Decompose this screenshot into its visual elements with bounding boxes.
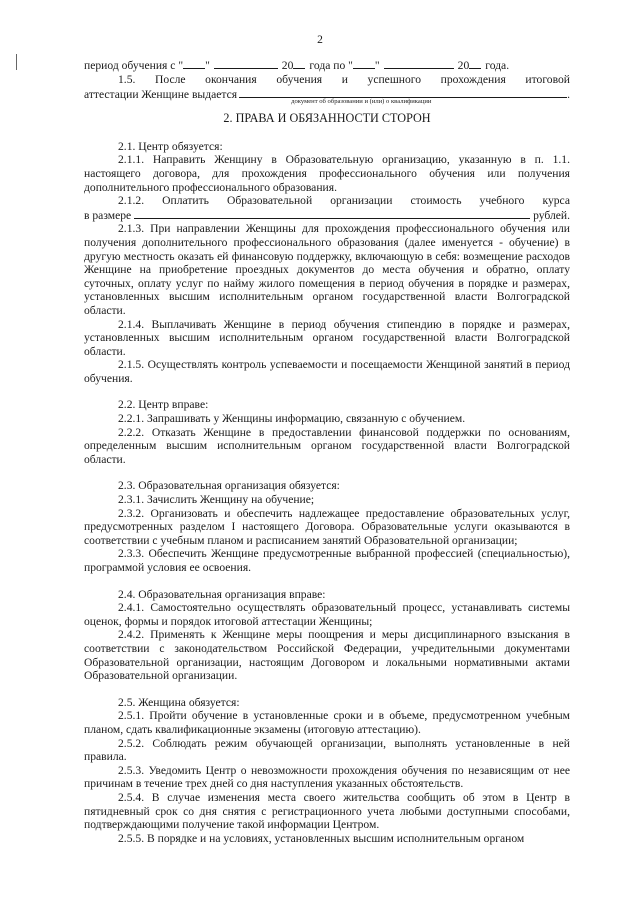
clause-2-2-1: 2.2.1. Запрашивать у Женщины информацию, связанную с обучением. — [118, 412, 466, 426]
section-title: 2. ПРАВА И ОБЯЗАННОСТИ СТОРОН — [223, 111, 431, 126]
amount-unit: рублей. — [533, 208, 570, 222]
clause-2-1-2-amount-line — [84, 208, 570, 223]
clause-2-1-2: 2.1.2. Оплатить Образовательной организации стоимость учебного курса — [118, 194, 570, 208]
clause-2-5-4: 2.5.4. В случае изменения места своего жительства сообщить об этом в Центр в пятидневный срок со дня снятия с регистрационного учета любыми доступными способами, подтверждающими получение такой информации Центром. — [84, 790, 570, 832]
day-blank-1 — [183, 58, 205, 69]
clause-2-1-5: 2.1.5. Осуществлять контроль успеваемости и посещаемости Женщиной занятий в период обучения. — [84, 358, 570, 385]
year-prefix-1: 20 — [281, 59, 294, 72]
clause-1-5-text: аттестации Женщине выдается — [84, 88, 238, 102]
month-blank-2 — [384, 58, 454, 69]
year-blank-2 — [469, 58, 481, 69]
year-prefix-2: 20 — [457, 59, 470, 72]
clause-2-5-1: 2.5.1. Пройти обучение в установленные сроки и в объеме, предусмотренном учебным планом, сдать квалификационные экзамены (итоговую аттестацию). — [84, 709, 570, 736]
section-2-1-title: 2.1. Центр обязуется: — [118, 139, 223, 153]
clause-2-1-1: 2.1.1. Направить Женщину в Образовательную организацию, указанную в п. 1.1. настоящего договора, для прохождения профессионального обучения или получения дополнительного профессионального образования. — [84, 153, 570, 194]
scan-edge-mark — [16, 54, 17, 70]
clause-2-5-5: 2.5.5. В порядке и на условиях, установленных высшим исполнительным органом — [118, 831, 525, 845]
clause-2-1-4: 2.1.4. Выплачивать Женщине в период обучения стипендию в порядке и размерах, установленных высшим исполнительным органом государственной власти Волгоградской области. — [84, 317, 570, 358]
section-2-2-title: 2.2. Центр вправе: — [118, 398, 209, 412]
clause-2-4-1: 2.4.1. Самостоятельно осуществлять образовательный процесс, устанавливать системы оценок, формы и порядок итоговой аттестации Женщины; — [84, 601, 570, 628]
section-2-3-title: 2.3. Образовательная организация обязуется: — [118, 479, 340, 493]
study-period-text-1: период обучения с " — [84, 59, 184, 72]
month-blank-1 — [214, 58, 278, 69]
day-blank-2 — [353, 58, 375, 69]
clause-2-1-3: 2.1.3. При направлении Женщины для прохождения профессионального обучения или получения дополнительного профессионального образования (далее именуется - обучение) в другую местность оказать ей финансовую поддержку, включающую в себя: возмещение расходов Женщине на приобретение проездных документов до места обучения и обратно, оплату суточных, оплату услуг по найму жилого помещения в период обучения в порядке и размерах, установленных высшим исполнительным органом государственной власти Волгоградской области. — [84, 222, 570, 317]
clause-2-4-2: 2.4.2. Применять к Женщине меры поощрения и меры дисциплинарного взыскания в соответствии с законодательством Российской Федерации, учредительными документами Образовательной организации, настоящим Договором и локальными нормативными актами Образовательной организации. — [84, 628, 570, 683]
year-blank-1 — [293, 58, 305, 69]
study-period-text-2: " — [205, 59, 210, 72]
clause-1-5-continued — [84, 86, 570, 106]
study-period-line — [84, 58, 570, 73]
document-blank — [239, 86, 567, 106]
study-period-text-5: года. — [485, 59, 510, 72]
page-number: 2 — [317, 34, 323, 46]
clause-2-3-1: 2.3.1. Зачислить Женщину на обучение; — [118, 493, 315, 507]
clause-1-5-end: . — [567, 88, 570, 102]
section-2-4-title: 2.4. Образовательная организация вправе: — [118, 587, 326, 601]
amount-blank — [134, 208, 530, 219]
section-2-5-title: 2.5. Женщина обязуется: — [118, 695, 240, 709]
clause-2-5-2: 2.5.2. Соблюдать режим обучающей организации, выполнять установленные в ней правила. — [84, 736, 570, 764]
clause-2-5-3: 2.5.3. Уведомить Центр о невозможности прохождения обучения по независящим от нее причинам в течение трех дней со дня наступления указанных обстоятельств. — [84, 763, 570, 791]
clause-2-3-3: 2.3.3. Обеспечить Женщине предусмотренные выбранной профессией (специальностью), программой условия ее освоения. — [84, 547, 570, 574]
document-blank-caption: документ об образовании и (или) о квалификации — [291, 98, 432, 106]
document-body — [84, 58, 570, 845]
amount-label: в размере — [84, 208, 132, 222]
clause-1-5: 1.5. После окончания обучения и успешного прохождения итоговой — [118, 72, 570, 86]
clause-2-3-2: 2.3.2. Организовать и обеспечить надлежащее предоставление образовательных услуг, предусмотренных разделом I настоящего Договора. Образовательные услуги оказываются в соответствии с учебным планом и расписанием занятий Образовательной организации; — [84, 506, 570, 547]
study-period-text-3: года по " — [309, 59, 353, 72]
clause-2-2-2: 2.2.2. Отказать Женщине в предоставлении финансовой поддержки по основаниям, определенным высшим исполнительным органом государственной власти Волгоградской области. — [84, 425, 570, 466]
study-period-text-4: " — [374, 59, 380, 72]
